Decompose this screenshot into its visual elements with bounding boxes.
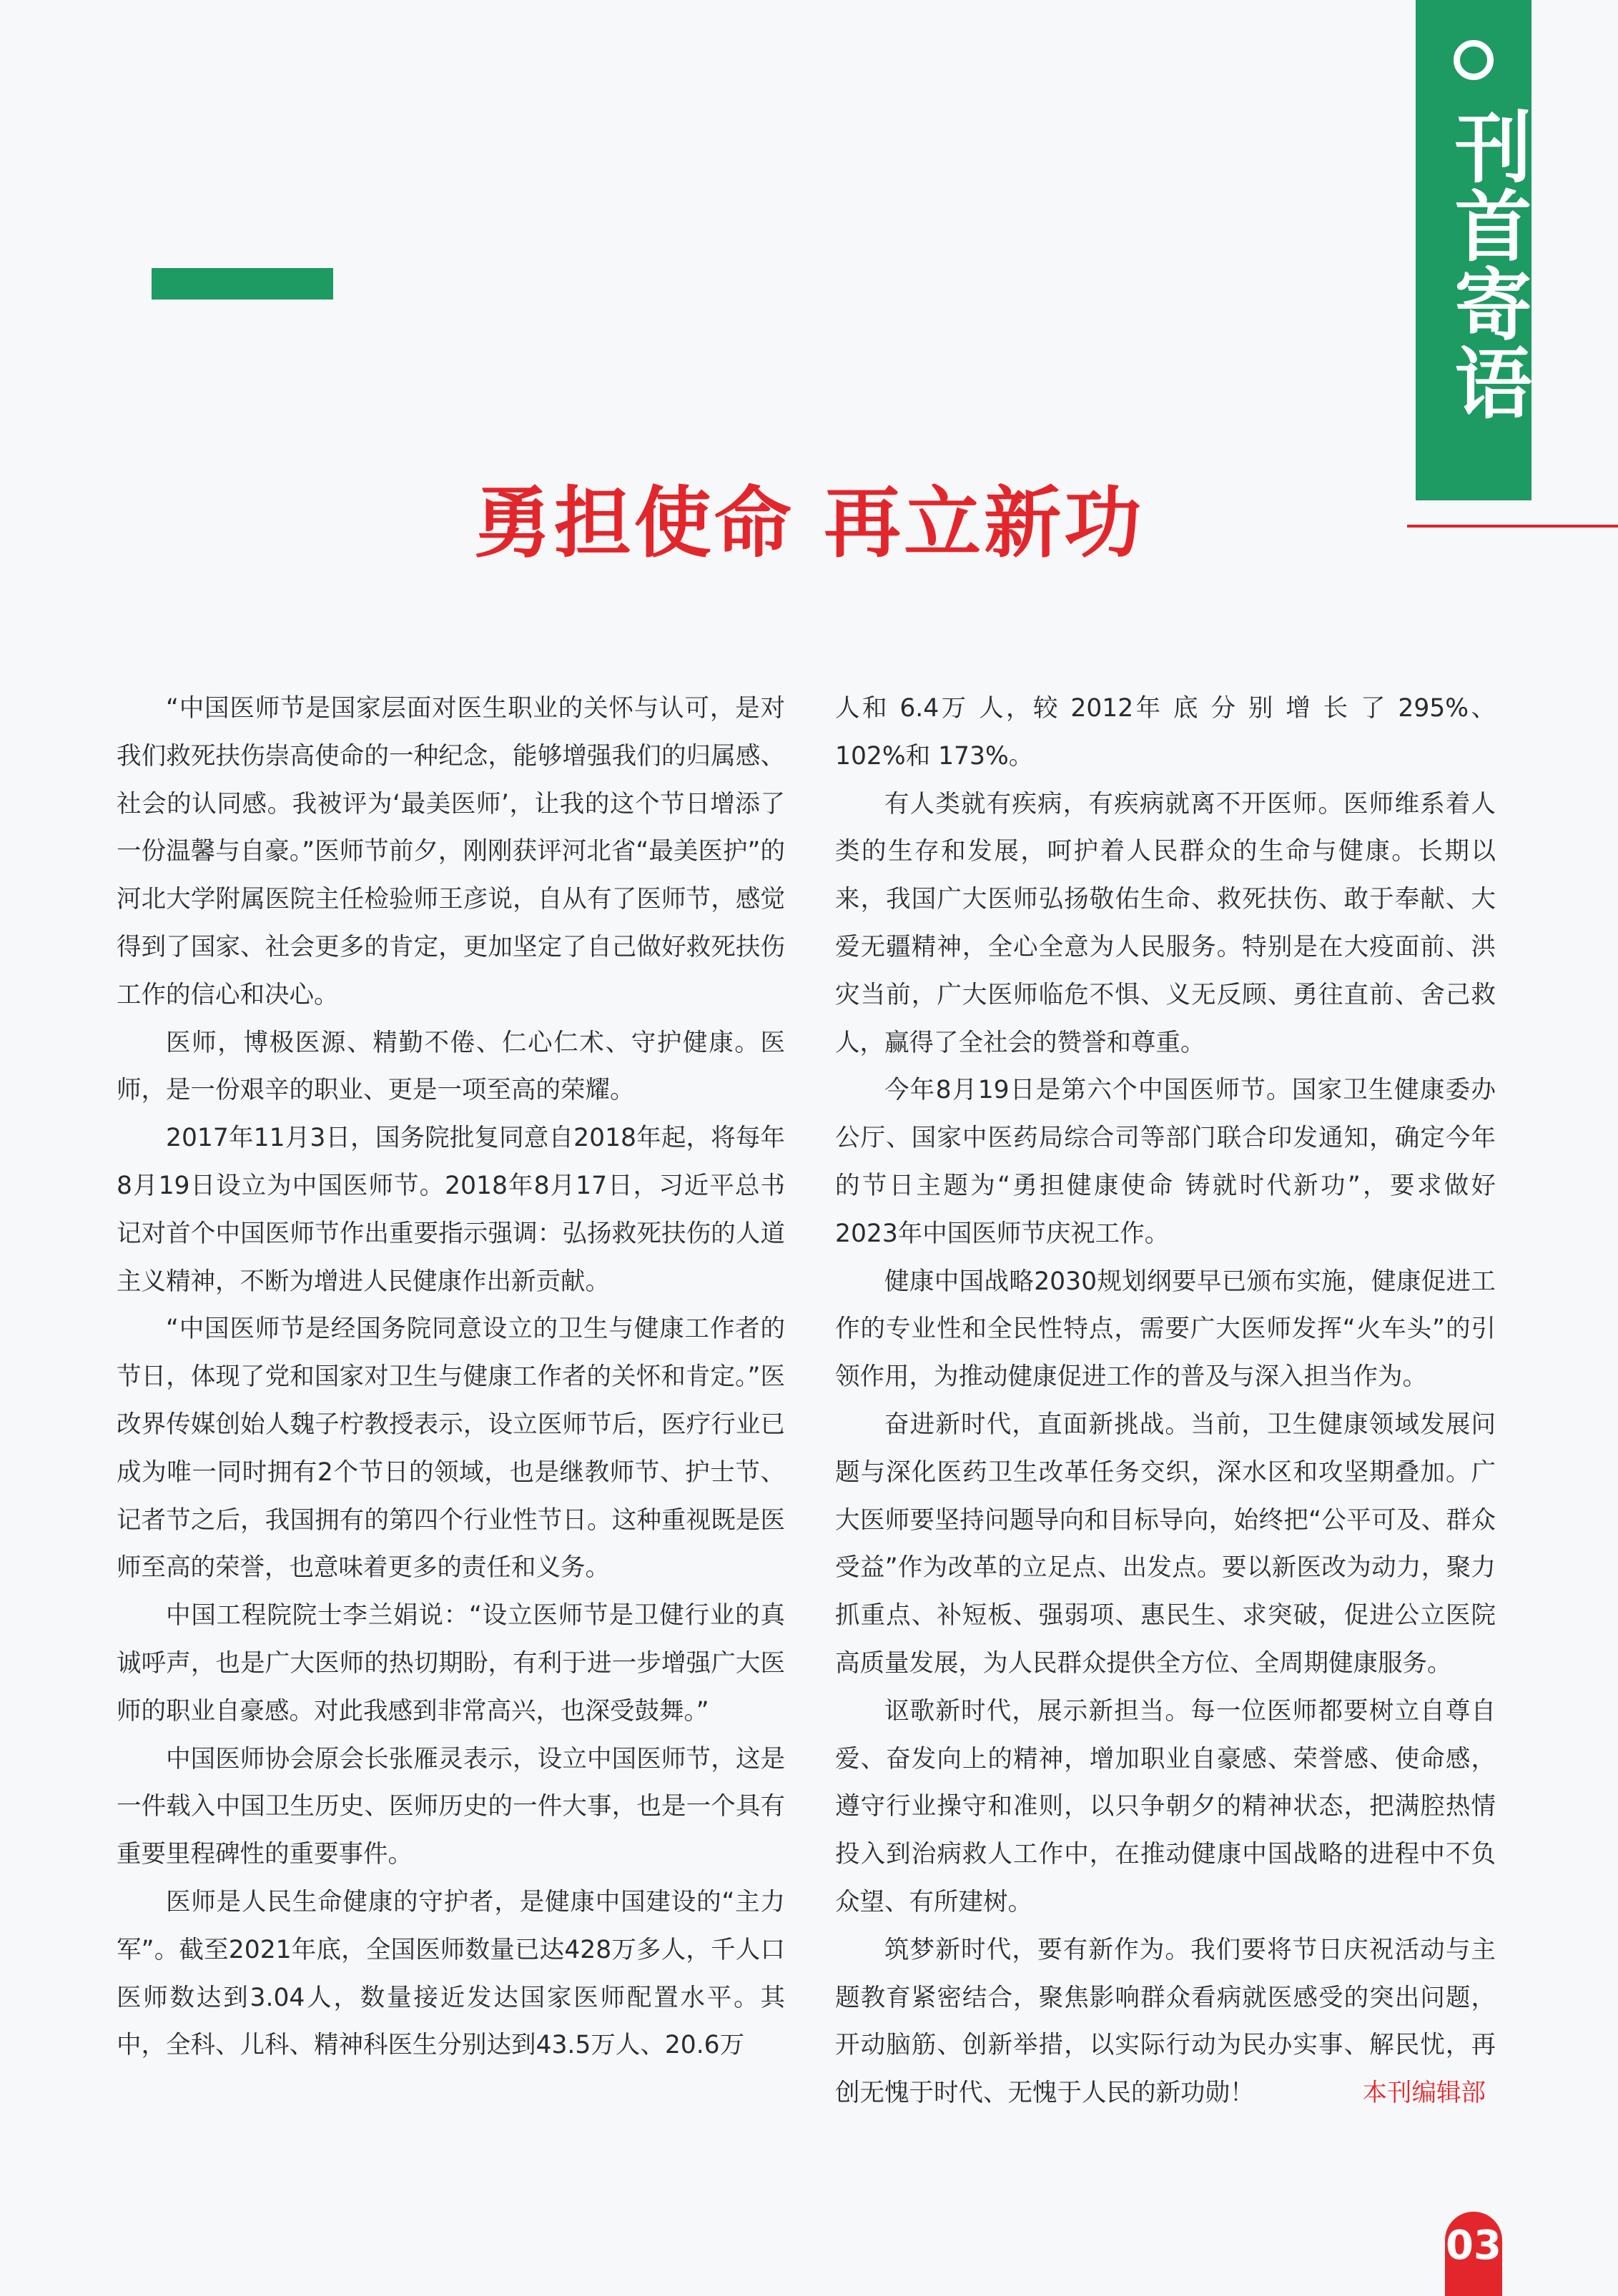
paragraph-continuation: 人和 6.4万 人，较 2012年 底 分 别 增 长 了 295%、 102%和 173%。 xyxy=(835,694,1496,771)
final-paragraph-text: 筑梦新时代，要有新作为。我们要将节日庆祝活动与主题教育紧密结合，聚焦影响群众看病就医感受的突出问题，开动脑筋、创新举措，以实际行动为民办实事、解民忧，再创无愧于时代、无愧于人民的新功勋！ xyxy=(835,1935,1496,2108)
paragraph: 今年8月19日是第六个中国医师节。国家卫生健康委办公厅、国家中医药局综合司等部门联合印发通知，确定今年的节日主题为“勇担健康使命 铸就时代新功”，要求做好2023年中国医师节庆祝工作。 xyxy=(835,1076,1496,1248)
article-right-column xyxy=(835,685,1496,2117)
page-number: 03 xyxy=(1445,2212,1502,2296)
final-paragraph xyxy=(835,1926,1496,2117)
section-tab xyxy=(1416,0,1531,500)
paragraph: 讴歌新时代，展示新担当。每一位医师都要树立自尊自爱、奋发向上的精神，增加职业自豪感、荣誉感、使命感，遵守行业操守和准则，以只争朝夕的精神状态，把满腔热情投入到治病救人工作中，在推动健康中国战略的进程中不负众望、有所建树。 xyxy=(835,1696,1496,1916)
editorial-signature: 本刊编辑部 xyxy=(1362,2079,1486,2108)
circle-icon xyxy=(1454,40,1494,80)
article-headline: 勇担使命 再立新功 xyxy=(473,479,1145,568)
paragraph: 有人类就有疾病，有疾病就离不开医师。医师维系着人类的生存和发展，呵护着人民群众的生命与健康。长期以来，我国广大医师弘扬敬佑生命、救死扶伤、敢于奉献、大爱无疆精神，全心全意为人民服务。特别是在大疫面前、洪灾当前，广大医师临危不惧、义无反顾、勇往直前、舍己救人，赢得了全社会的赞誉和尊重。 xyxy=(835,789,1496,1057)
paragraph: 2017年11月3日，国务院批复同意自2018年起，将每年8月19日设立为中国医师节。2018年8月17日，习近平总书记对首个中国医师节作出重要指示强调：弘扬救死扶伤的人道主义精神，不断为增进人民健康作出新贡献。 xyxy=(117,1124,785,1296)
decorative-green-bar xyxy=(152,268,333,300)
paragraph: 健康中国战略2030规划纲要早已颁布实施，健康促进工作的专业性和全民性特点，需要广大医师发挥“火车头”的引领作用，为推动健康促进工作的普及与深入担当作为。 xyxy=(835,1267,1496,1392)
section-tab-title: 刊首寄语 xyxy=(1441,107,1531,422)
paragraph: 中国工程院院士李兰娟说：“设立医师节是卫健行业的真诚呼声，也是广大医师的热切期盼，有利于进一步增强广大医师的职业自豪感。对此我感到非常高兴，也深受鼓舞。” xyxy=(117,1601,785,1726)
paragraph: 医师是人民生命健康的守护者，是健康中国建设的“主力军”。截至2021年底，全国医师数量已达428万多人，千人口医师数达到3.04人，数量接近发达国家医师配置水平。其中，全科、儿科、精神科医生分别达到43.5万人、20.6万 xyxy=(117,1887,785,2060)
paragraph: “中国医师节是经国务院同意设立的卫生与健康工作者的节日，体现了党和国家对卫生与健康工作者的关怀和肯定。”医改界传媒创始人魏子柠教授表示，设立医师节后，医疗行业已成为唯一同时拥有2个节日的领域，也是继教师节、护士节、记者节之后，我国拥有的第四个行业性节日。这种重视既是医师至高的荣誉，也意味着更多的责任和义务。 xyxy=(117,1315,785,1583)
paragraph: 医师，博极医源、精勤不倦、仁心仁术、守护健康。医师，是一份艰辛的职业、更是一项至高的荣耀。 xyxy=(117,1028,785,1105)
article-left-column xyxy=(117,685,785,2069)
paragraph: 中国医师协会原会长张雁灵表示，设立中国医师节，这是一件载入中国卫生历史、医师历史的一件大事，也是一个具有重要里程碑性的重要事件。 xyxy=(117,1744,785,1869)
paragraph: “中国医师节是国家层面对医生职业的关怀与认可，是对我们救死扶伤崇高使命的一种纪念，能够增强我们的归属感、社会的认同感。我被评为‘最美医师’，让我的这个节日增添了一份温馨与自豪。”医师节前夕，刚刚获评河北省“最美医护”的河北大学附属医院主任检验师王彦说，自从有了医师节，感觉得到了国家、社会更多的肯定，更加坚定了自己做好救死扶伤工作的信心和决心。 xyxy=(117,694,785,1009)
paragraph: 奋进新时代，直面新挑战。当前，卫生健康领域发展问题与深化医药卫生改革任务交织，深水区和攻坚期叠加。广大医师要坚持问题导向和目标导向，始终把“公平可及、群众受益”作为改革的立足点、出发点。要以新医改为动力，聚力抓重点、补短板、强弱项、惠民生、求突破，促进公立医院高质量发展，为人民群众提供全方位、全周期健康服务。 xyxy=(835,1410,1496,1678)
